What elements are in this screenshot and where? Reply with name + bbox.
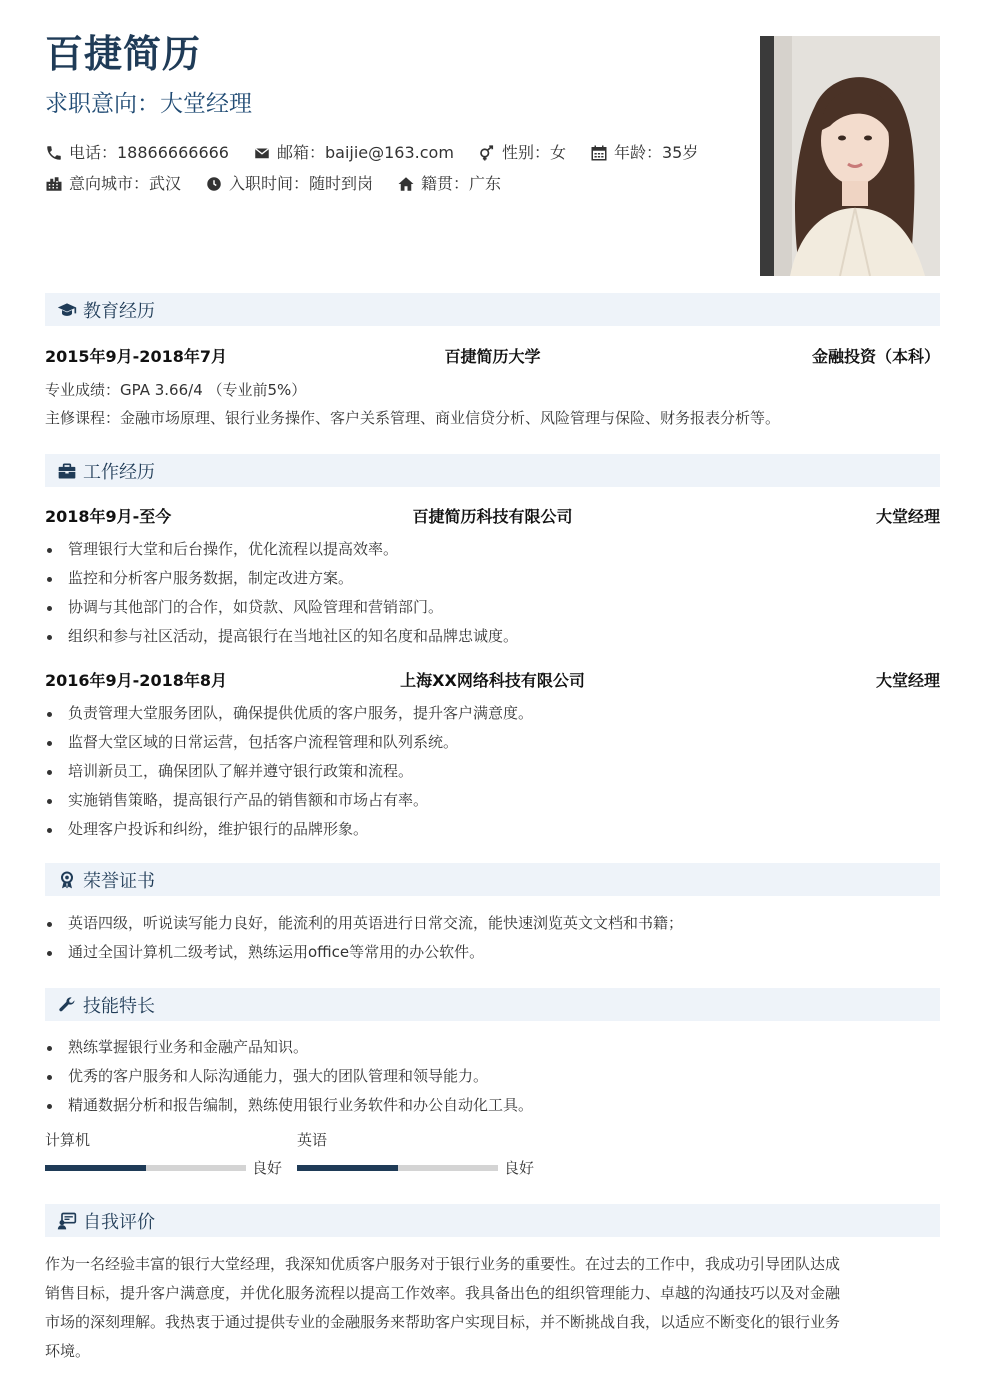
gender-icon [478, 144, 496, 162]
self-eval-paragraph [45, 1250, 940, 1366]
skill-computer [45, 1129, 290, 1178]
list-item: 组织和参与社区活动，提高银行在当地社区的知名度和品牌忠诚度。 [45, 622, 940, 651]
skill-fill-english [297, 1165, 398, 1171]
section-self-eval-header [45, 1204, 940, 1237]
work-period-2: 2016年9月-2018年8月 [45, 671, 227, 690]
job-intent: 求职意向：大堂经理 [45, 91, 252, 117]
list-item: 管理银行大堂和后台操作，优化流程以提高效率。 [45, 535, 940, 564]
section-honors-header [45, 863, 940, 896]
section-self-eval-title: 自我评价 [83, 1211, 155, 1233]
email-text: 邮箱：baijie@163.com [276, 143, 454, 162]
section-work-header [45, 454, 940, 487]
calendar-icon [590, 144, 608, 162]
education-major: 金融投资（本科） [811, 347, 940, 366]
hometown-text: 籍贯：广东 [421, 174, 502, 193]
city-icon [45, 175, 63, 193]
self-eval-line: 作为一名经验丰富的银行大堂经理，我深知优质客户服务对于银行业务的重要性。在过去的工作中，我成功引导团队达成 [45, 1255, 841, 1273]
info-phone [45, 142, 229, 164]
mail-icon [253, 144, 271, 162]
info-hometown [397, 173, 501, 195]
section-work-title: 工作经历 [83, 461, 155, 483]
work-duties-2 [45, 699, 940, 844]
work-duties-1 [45, 535, 940, 651]
section-education-title: 教育经历 [83, 300, 155, 322]
list-item: 熟练掌握银行业务和金融产品知识。 [45, 1033, 940, 1062]
age-text: 年龄：35岁 [613, 143, 699, 162]
self-eval-line: 环境。 [45, 1342, 91, 1360]
work-company-2: 上海XX网络科技有限公司 [400, 671, 585, 690]
phone-icon [45, 144, 63, 162]
list-item: 精通数据分析和报告编制，熟练使用银行业务软件和办公自动化工具。 [45, 1091, 940, 1120]
education-gpa: 专业成绩：GPA 3.66/4 （专业前5%） [45, 381, 307, 399]
skill-name-english: 英语 [297, 1131, 328, 1149]
city-text: 意向城市：武汉 [69, 174, 182, 193]
skill-bar-computer [45, 1165, 246, 1171]
list-item: 监督大堂区域的日常运营，包括客户流程管理和队列系统。 [45, 728, 940, 757]
skill-name-computer: 计算机 [45, 1131, 91, 1149]
work-role-1: 大堂经理 [875, 507, 940, 526]
work-role-2: 大堂经理 [875, 671, 940, 690]
education-school: 百捷简历大学 [444, 347, 541, 366]
chat-icon [57, 1211, 77, 1231]
work-period-1: 2018年9月-至今 [45, 507, 172, 526]
profile-photo [760, 36, 940, 276]
home-icon [397, 175, 415, 193]
section-honors-title: 荣誉证书 [83, 870, 155, 892]
list-item: 实施销售策略，提高银行产品的销售额和市场占有率。 [45, 786, 940, 815]
list-item: 负责管理大堂服务团队，确保提供优质的客户服务，提升客户满意度。 [45, 699, 940, 728]
list-item: 处理客户投诉和纠纷，维护银行的品牌形象。 [45, 815, 940, 844]
work-entry-row-2 [45, 668, 940, 692]
section-skills-title: 技能特长 [83, 995, 155, 1017]
info-city [45, 173, 181, 195]
skill-level-english: 良好 [504, 1159, 535, 1177]
phone-text: 电话：18866666666 [69, 143, 229, 162]
skill-level-computer: 良好 [252, 1159, 283, 1177]
self-eval-line: 市场的深刻理解。我热衷于通过提供专业的金融服务来帮助客户实现目标，并不断挑战自我，以适应不断变化的银行业务 [45, 1313, 841, 1331]
start-time-text: 入职时间：随时到岗 [229, 174, 374, 193]
info-age [590, 142, 698, 164]
work-entry-row-1 [45, 504, 940, 528]
list-item: 通过全国计算机二级考试，熟练运用office等常用的办公软件。 [45, 938, 940, 967]
education-entry-row [45, 344, 940, 368]
info-email [253, 142, 454, 164]
education-courses: 主修课程：金融市场原理、银行业务操作、客户关系管理、商业信贷分析、风险管理与保险、财务报表分析等。 [45, 409, 781, 427]
contact-info-row-1 [45, 142, 722, 164]
list-item: 协调与其他部门的合作，如贷款、风险管理和营销部门。 [45, 593, 940, 622]
graduation-cap-icon [57, 300, 77, 320]
list-item: 优秀的客户服务和人际沟通能力，强大的团队管理和领导能力。 [45, 1062, 940, 1091]
education-period: 2015年9月-2018年7月 [45, 347, 227, 366]
award-icon [57, 870, 77, 890]
clock-icon [205, 175, 223, 193]
section-education-header [45, 293, 940, 326]
resume-name: 百捷简历 [45, 32, 202, 76]
contact-info-row-2 [45, 173, 525, 195]
work-company-1: 百捷简历科技有限公司 [412, 507, 573, 526]
list-item: 监控和分析客户服务数据，制定改进方案。 [45, 564, 940, 593]
skill-english [297, 1129, 542, 1178]
info-start-time [205, 173, 373, 195]
gender-text: 性别：女 [501, 143, 566, 162]
wrench-icon [57, 995, 77, 1015]
list-item: 英语四级，听说读写能力良好，能流利的用英语进行日常交流，能快速浏览英文文档和书籍； [45, 909, 940, 938]
skill-fill-computer [45, 1165, 146, 1171]
skills-list [45, 1033, 940, 1120]
list-item: 培训新员工，确保团队了解并遵守银行政策和流程。 [45, 757, 940, 786]
honors-list [45, 909, 940, 967]
skill-bar-english [297, 1165, 498, 1171]
info-gender [478, 142, 566, 164]
briefcase-icon [57, 461, 77, 481]
self-eval-line: 销售目标，提升客户满意度，并优化服务流程以提高工作效率。我具备出色的组织管理能力、卓越的沟通技巧以及对金融 [45, 1284, 841, 1302]
section-skills-header [45, 988, 940, 1021]
